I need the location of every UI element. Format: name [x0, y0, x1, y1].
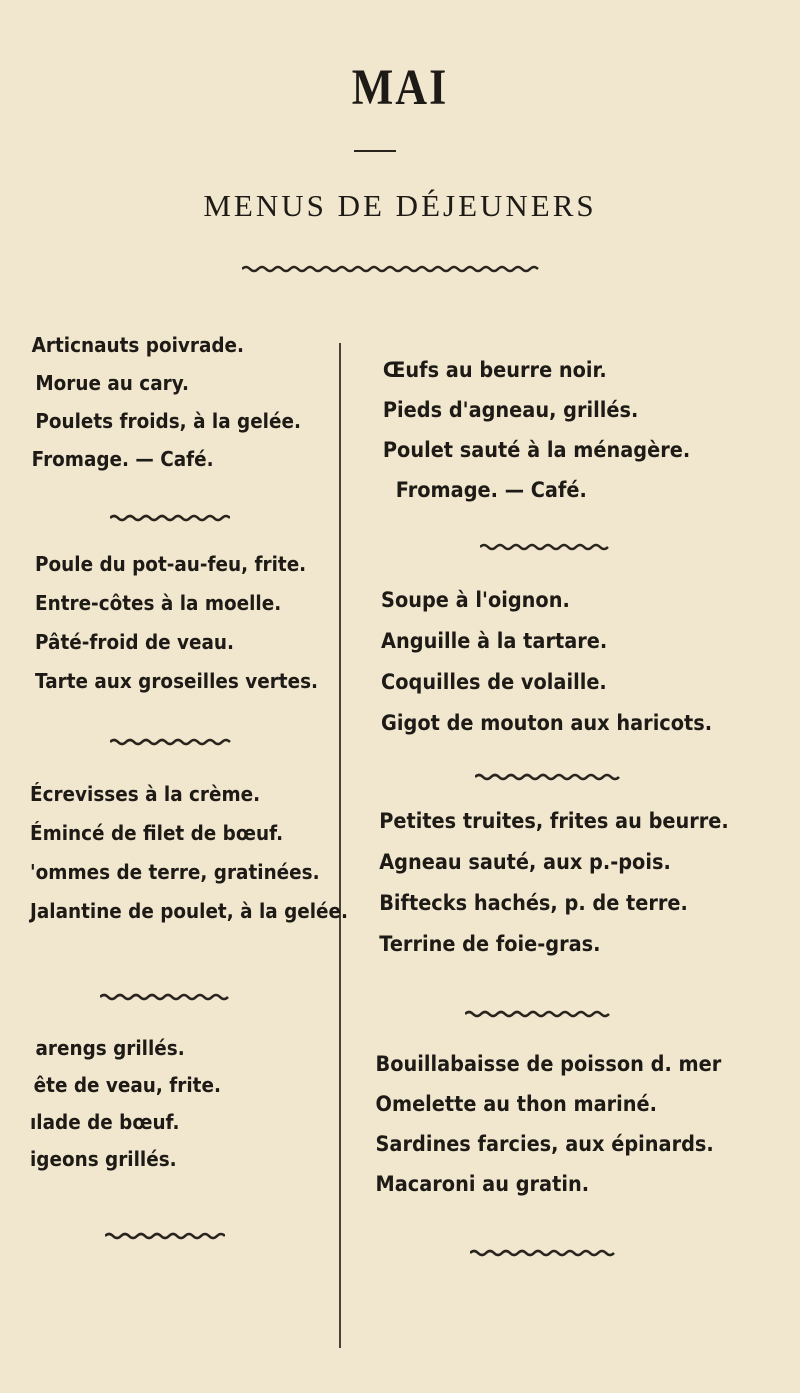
- menu-item: Pieds d'agneau, grillés.: [382, 398, 639, 422]
- menu-item: Poule du pot-au-feu, frite.: [35, 552, 307, 576]
- menu-left-2: [24, 548, 344, 697]
- menu-item: arengs grillés.: [35, 1036, 185, 1060]
- menu-item: Émincé de filet de bœuf.: [30, 821, 284, 845]
- menu-item: Poulet sauté à la ménagère.: [382, 438, 691, 462]
- menu-item: Fromage. — Café.: [395, 478, 587, 502]
- menu-item: Pâté-froid de veau.: [35, 630, 235, 654]
- menu-item: Sardines farcies, aux épinards.: [375, 1132, 714, 1156]
- separator-ornament: [475, 773, 620, 781]
- menu-left-1: [28, 329, 325, 475]
- menu-left-4: [30, 1032, 238, 1175]
- separator-ornament: [470, 1249, 620, 1257]
- menu-item: Coquilles de volaille.: [381, 670, 607, 694]
- menu-item: Biftecks hachés, p. de terre.: [379, 891, 688, 915]
- menu-item: igeons grillés.: [30, 1147, 177, 1171]
- menu-right-1: [370, 354, 718, 506]
- menu-item: Morue au cary.: [35, 371, 189, 395]
- separator-ornament: [100, 993, 230, 1001]
- menu-item: Articnauts poivrade.: [31, 333, 245, 357]
- menu-item: Omelette au thon mariné.: [375, 1092, 657, 1116]
- menu-left-3: [30, 778, 376, 927]
- menu-right-4: [370, 1048, 752, 1200]
- menu-item: Agneau sauté, aux p.-pois.: [379, 850, 671, 874]
- menu-item: ılade de bœuf.: [30, 1110, 180, 1134]
- menu-item: Macaroni au gratin.: [375, 1172, 590, 1196]
- separator-ornament: [110, 738, 235, 746]
- menu-item: Œufs au beurre noir.: [382, 358, 607, 382]
- menu-item: Petites truites, frites au beurre.: [379, 809, 729, 833]
- separator-ornament: [480, 543, 610, 551]
- separator-ornament: [110, 514, 230, 522]
- menu-item: Tarte aux groseilles vertes.: [35, 669, 319, 693]
- menu-item: Jalantine de poulet, à la gelée.: [30, 899, 348, 923]
- menu-item: Bouillabaisse de poisson d. mer: [375, 1052, 722, 1076]
- menu-item: Gigot de mouton aux haricots.: [381, 711, 713, 735]
- menu-item: Poulets froids, à la gelée.: [35, 409, 301, 433]
- menu-right-2: [370, 584, 742, 739]
- menu-item: Terrine de foie-gras.: [379, 932, 601, 956]
- menu-item: Soupe à l'oignon.: [381, 588, 570, 612]
- menu-item: Anguille à la tartare.: [381, 629, 608, 653]
- separator-ornament: [105, 1232, 225, 1240]
- header-ornament: [242, 265, 542, 273]
- menu-right-3: [370, 805, 760, 960]
- menu-item: Entre-côtes à la moelle.: [35, 591, 282, 615]
- title-rule: [354, 150, 396, 152]
- page-subtitle: MENUS DE DÉJEUNERS: [203, 188, 597, 223]
- menu-item: Écrevisses à la crème.: [30, 782, 261, 806]
- menu-item: Fromage. — Café.: [31, 447, 214, 471]
- menu-item: ête de veau, frite.: [33, 1073, 221, 1097]
- page-title-month: MAI: [351, 59, 449, 116]
- separator-ornament: [465, 1010, 615, 1018]
- menu-item: 'ommes de terre, gratinées.: [30, 860, 320, 884]
